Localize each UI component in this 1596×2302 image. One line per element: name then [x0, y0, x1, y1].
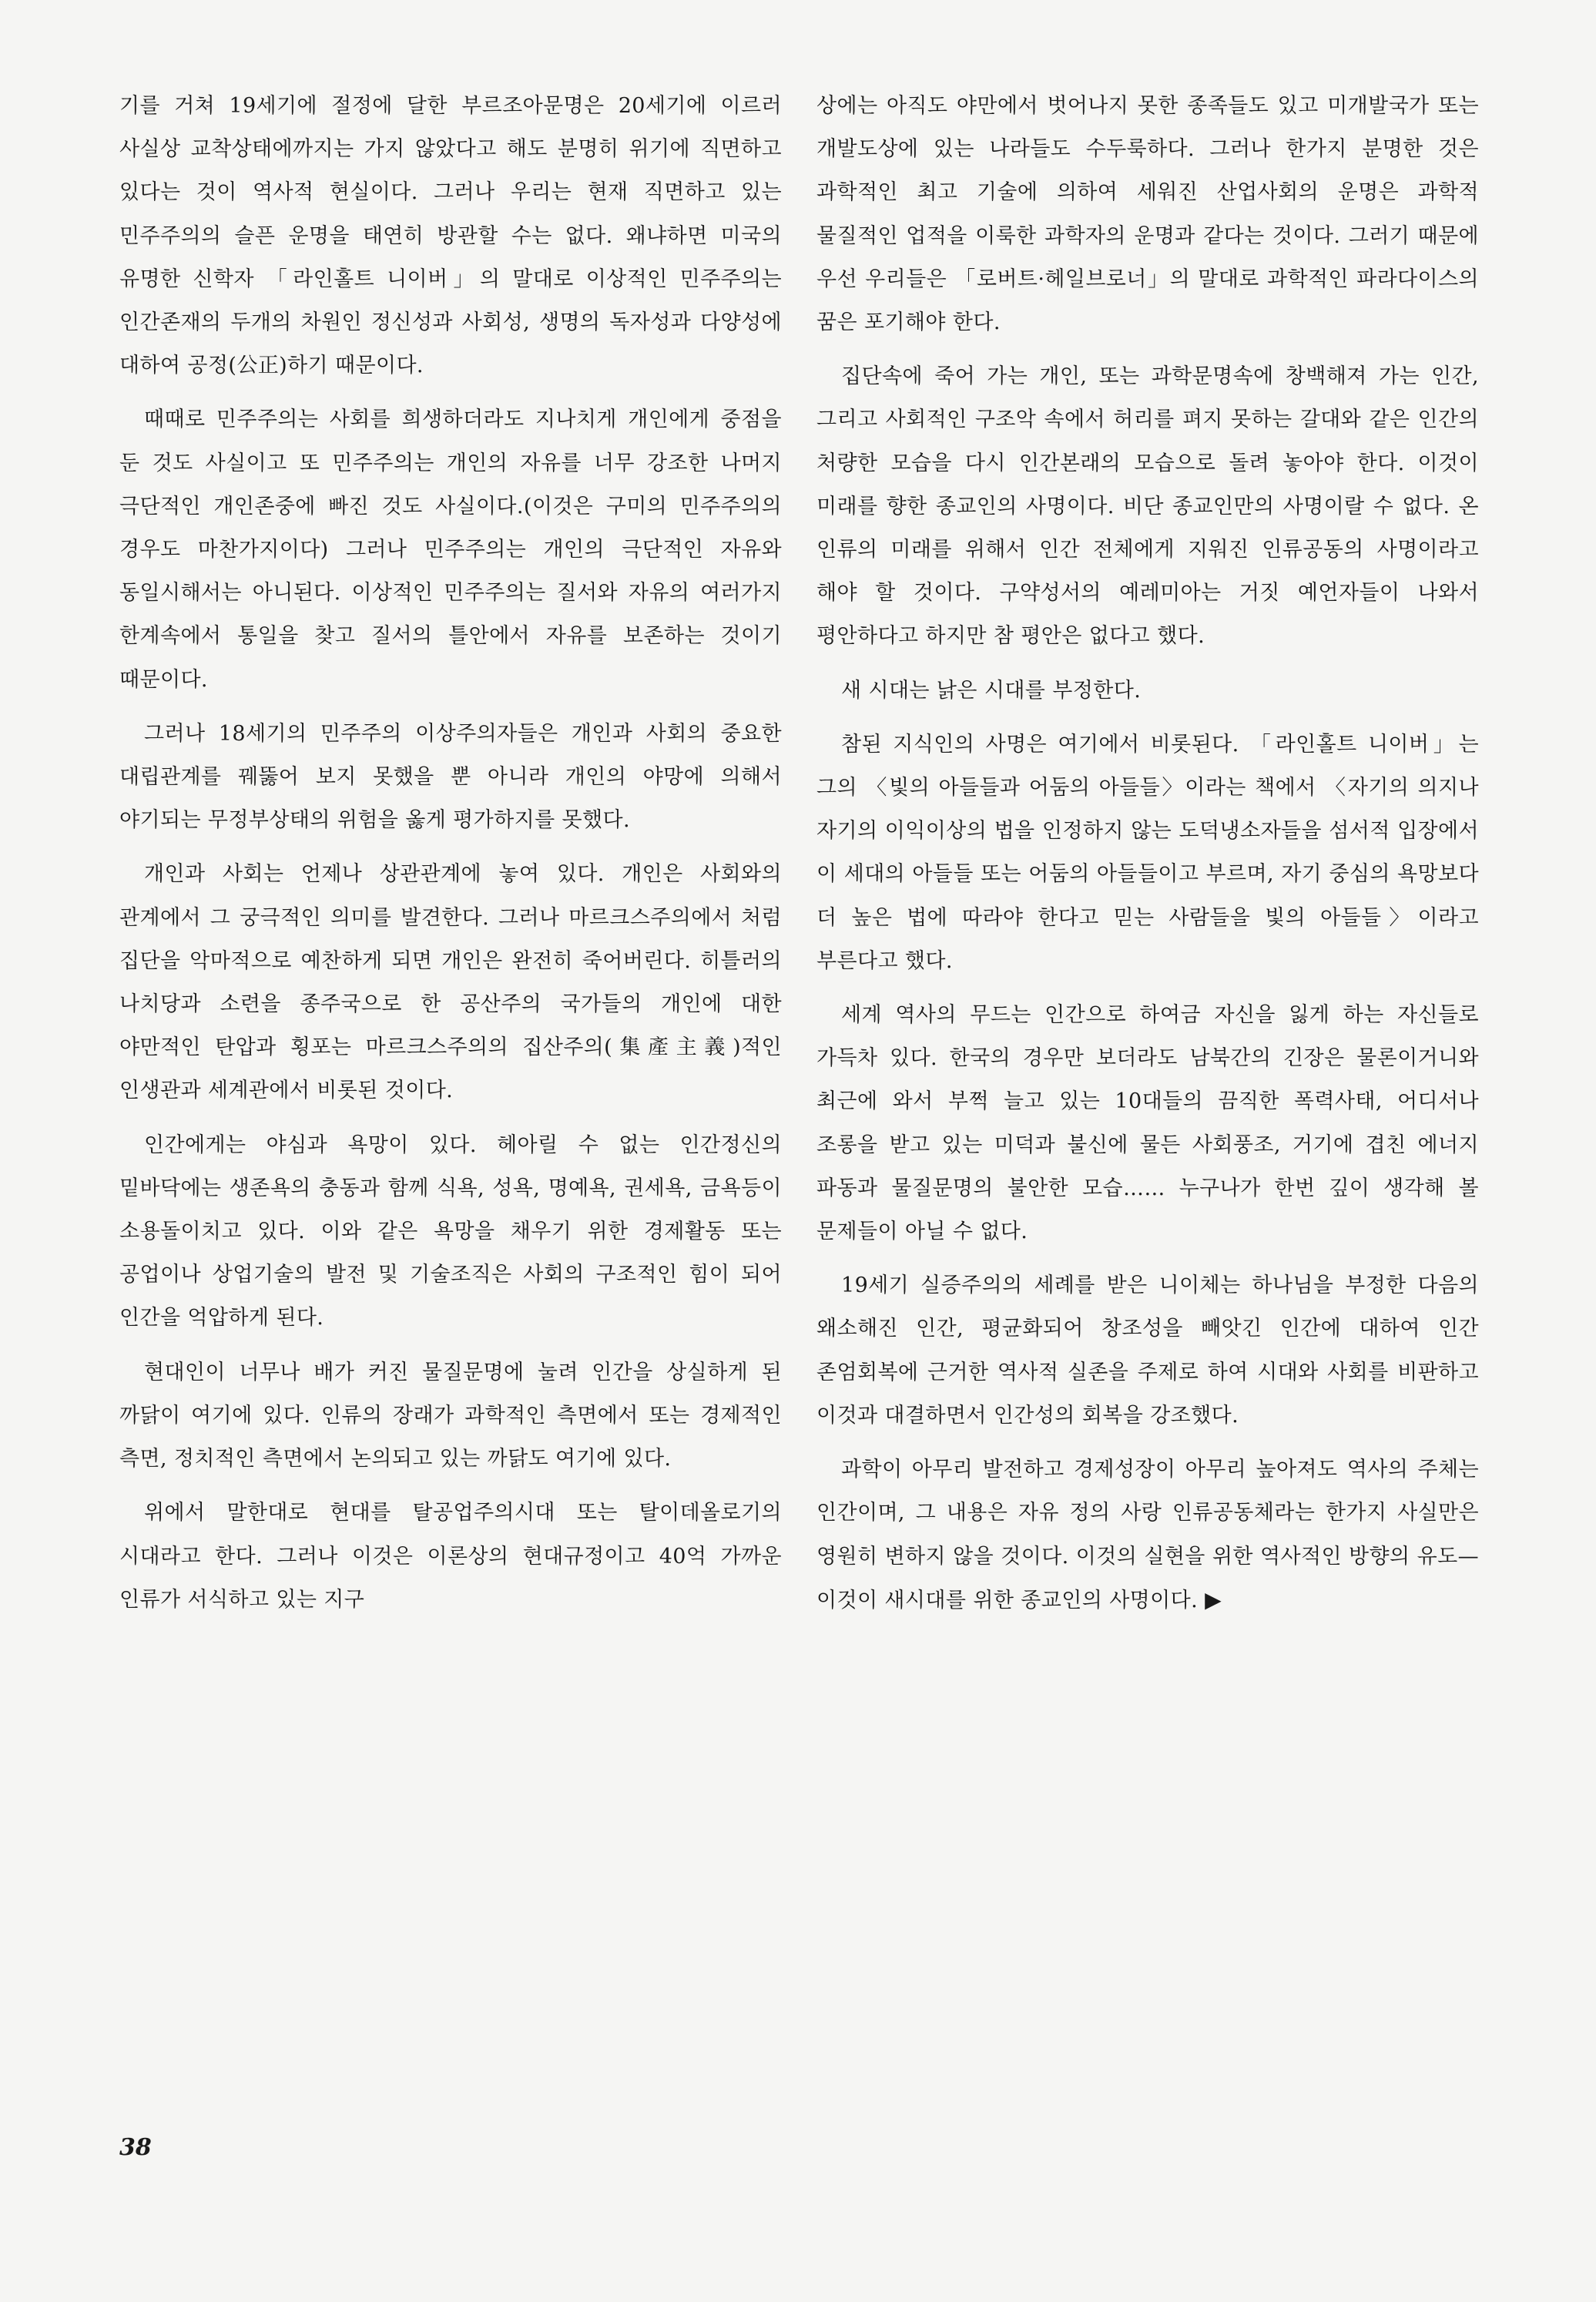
- right-paragraph-4: 참된 지식인의 사명은 여기에서 비롯된다. 「라인홀트 니이버」는 그의 〈빛의 아들들과 어둠의 아들들〉이라는 책에서 〈자기의 의지나 자기의 이익이상의 법을 인정하지 않는 도덕냉소자들을 섬서적 입장에서 이 세대의 아들들 또는 어둠의 아들들이고 부르며, 자기 중심의 욕망보다 더 높은 법에 따라야 한다고 믿는 사람들을 빛의 아들들〉이라고 부른다고 했다.: [816, 732, 1479, 973]
- left-paragraph-6: 현대인이 너무나 배가 커진 물질문명에 눌려 인간을 상실하게 된 까닭이 여기에 있다. 인류의 장래가 과학적인 측면에서 또는 경제적인 측면, 정치적인 측면에서 논의되고 있는 까닭도 여기에 있다.: [119, 1360, 782, 1471]
- left-paragraph-2: 때때로 민주주의는 사회를 희생하더라도 지나치게 개인에게 중점을 둔 것도 사실이고 또 민주주의는 개인의 자유를 너무 강조한 나머지 극단적인 개인존중에 빠진 것도 사실이다.(이것은 구미의 민주주의의 경우도 마찬가지이다) 그러나 민주주의는 개인의 극단적인 자유와 동일시해서는 아니된다. 이상적인 민주주의는 질서와 자유의 여러가지 한계속에서 통일을 찾고 질서의 틀안에서 자유를 보존하는 것이기 때문이다.: [119, 408, 782, 692]
- left-paragraph-7: 위에서 말한대로 현대를 탈공업주의시대 또는 탈이데올로기의 시대라고 한다. 그러나 이것은 이론상의 현대규정이고 40억 가까운 인류가 서식하고 있는 지구: [119, 1501, 782, 1612]
- right-text-column: [816, 85, 1479, 1633]
- right-paragraph-6: 19세기 실증주의의 세례를 받은 니이체는 하나님을 부정한 다음의 왜소해진 인간, 평균화되어 창조성을 빼앗긴 인간에 대하여 인간 존엄회복에 근거한 역사적 실존을 주제로 하여 시대와 사회를 비판하고 이것과 대결하면서 인간성의 회복을 강조했다.: [816, 1273, 1479, 1428]
- left-paragraph-1: 기를 거쳐 19세기에 절정에 달한 부르조아문명은 20세기에 이르러 사실상 교착상태에까지는 가지 않았다고 해도 분명히 위기에 직면하고 있다는 것이 역사적 현실이다. 그러나 우리는 현재 직면하고 있는 민주주의의 슬픈 운명을 태연히 방관할 수는 없다. 왜냐하면 미국의 유명한 신학자 「라인홀트 니이버」의 말대로 이상적인 민주주의는 인간존재의 두개의 차원인 정신성과 사회성, 생명의 독자성과 다양성에 대하여 공정(公正)하기 때문이다.: [119, 94, 782, 378]
- right-paragraph-3: 새 시대는 낡은 시대를 부정한다.: [841, 678, 1142, 703]
- right-paragraph-5: 세계 역사의 무드는 인간으로 하여금 자신을 잃게 하는 자신들로 가득차 있다. 한국의 경우만 보더라도 남북간의 긴장은 물론이거니와 최근에 와서 부쩍 늘고 있는 10대들의 끔직한 폭력사태, 어디서나 조롱을 받고 있는 미덕과 불신에 물든 사회풍조, 거기에 겹친 에너지 파동과 물질문명의 불안한 모습…… 누구나가 한번 깊이 생각해 볼 문제들이 아닐 수 없다.: [816, 1003, 1479, 1244]
- right-paragraph-2: 집단속에 죽어 가는 개인, 또는 과학문명속에 창백해져 가는 인간, 그리고 사회적인 구조악 속에서 허리를 펴지 못하는 갈대와 같은 인간의 처량한 모습을 다시 인간본래의 모습으로 돌려 놓아야 한다. 이것이 미래를 향한 종교인의 사명이다. 비단 종교인만의 사명이랄 수 없다. 온 인류의 미래를 위해서 인간 전체에게 지워진 인류공동의 사명이라고 해야 할 것이다. 구약성서의 예레미아는 거짓 예언자들이 나와서 평안하다고 하지만 참 평안은 없다고 했다.: [816, 364, 1479, 649]
- right-paragraph-1: 상에는 아직도 야만에서 벗어나지 못한 종족들도 있고 미개발국가 또는 개발도상에 있는 나라들도 수두룩하다. 그러나 한가지 분명한 것은 과학적인 최고 기술에 의하여 세워진 산업사회의 운명은 과학적 물질적인 업적을 이룩한 과학자의 운명과 같다는 것이다. 그러기 때문에 우선 우리들은 「로버트·헤일브로너」의 말대로 과학적인 파라다이스의 꿈은 포기해야 한다.: [816, 94, 1479, 335]
- left-paragraph-4: 개인과 사회는 언제나 상관관계에 놓여 있다. 개인은 사회와의 관계에서 그 궁극적인 의미를 발견한다. 그러나 마르크스주의에서 처럼 집단을 악마적으로 예찬하게 되면 개인은 완전히 죽어버린다. 히틀러의 나치당과 소련을 종주국으로 한 공산주의 국가들의 개인에 대한 야만적인 탄압과 횡포는 마르크스주의의 집산주의(集產主義)적인 인생관과 세계관에서 비롯된 것이다.: [119, 862, 782, 1103]
- page-number: 38: [119, 2134, 152, 2161]
- left-paragraph-3: 그러나 18세기의 민주주의 이상주의자들은 개인과 사회의 중요한 대립관계를 꿰뚫어 보지 못했을 뿐 아니라 개인의 야망에 의해서 야기되는 무정부상태의 위험을 옳게 평가하지를 못했다.: [119, 721, 782, 833]
- right-paragraph-7: [816, 1448, 1479, 1622]
- left-paragraph-5: 인간에게는 야심과 욕망이 있다. 헤아릴 수 없는 인간정신의 밑바닥에는 생존욕의 충동과 함께 식욕, 성욕, 명예욕, 권세욕, 금욕등이 소용돌이치고 있다. 이와 같은 욕망을 채우기 위한 경제활동 또는 공업이나 상업기술의 발전 및 기술조직은 사회의 구조적인 힘이 되어 인간을 억압하게 된다.: [119, 1133, 782, 1331]
- left-text-column: [119, 85, 782, 1633]
- final-paragraph-text: 과학이 아무리 발전하고 경제성장이 아무리 높아져도 역사의 주체는 인간이며, 그 내용은 자유 정의 사랑 인류공동체라는 한가지 사실만은 영원히 변하지 않을 것이다. 이것의 실현을 위한 역사적인 방향의 유도—이것이 새시대를 위한 종교인의 사명이다.: [816, 1458, 1479, 1612]
- end-mark-icon: ▶: [1205, 1586, 1222, 1612]
